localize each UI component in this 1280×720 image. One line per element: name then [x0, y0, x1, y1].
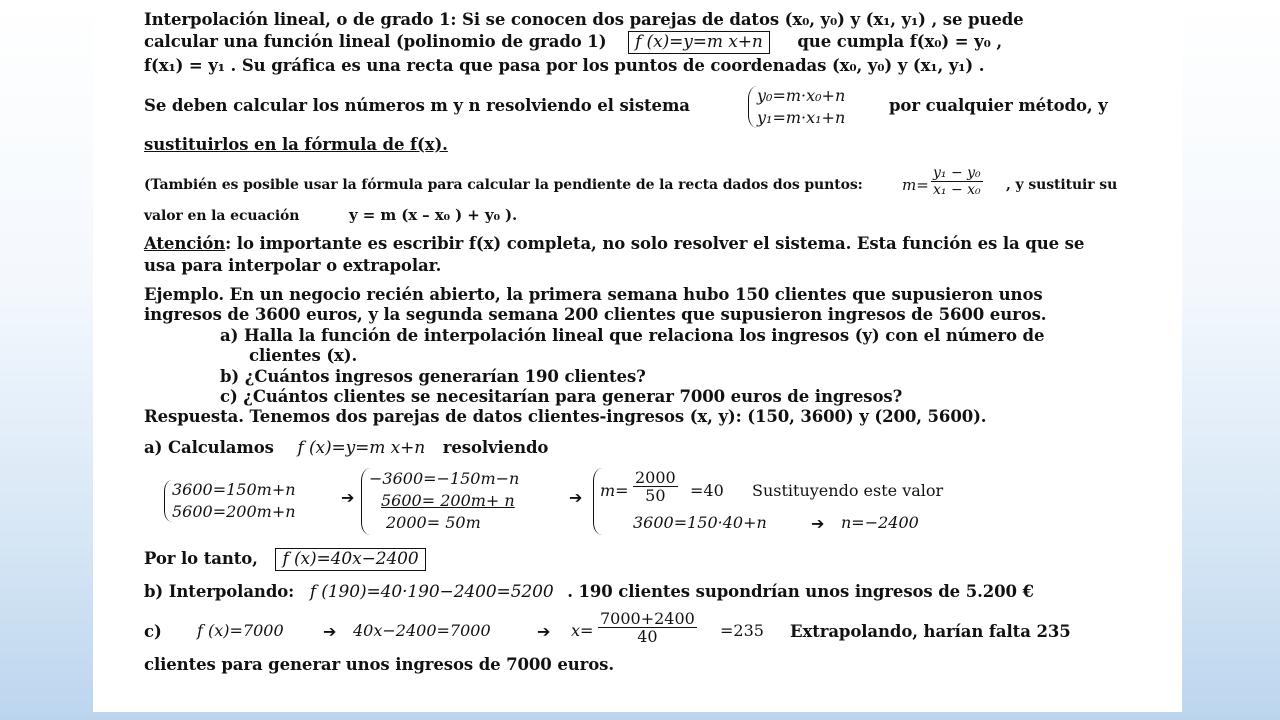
attention-text: : lo importante es escribir f(x) completa, no solo resolver el sistema. Esta función es la que se: [225, 234, 1085, 253]
result-lead: Por lo tanto,: [144, 549, 258, 568]
answer-a-lead: a) Calculamos: [144, 438, 274, 457]
answer-c-fraction: [598, 611, 697, 645]
system3-brace: [593, 468, 602, 535]
intro-line-2: [144, 32, 1002, 52]
system3-numerator: 2000: [635, 468, 676, 487]
intro-text: : Si se conocen dos parejas de datos (x₀, y₀) y (x₁, y₁) , se puede: [450, 10, 1024, 29]
answer-c-eq-1: f (x)=7000: [197, 621, 284, 640]
answer-b-line: [144, 582, 1034, 602]
point-slope-equation: y = m (x – x₀ ) + y₀ ).: [349, 206, 518, 224]
slope-note-lead: (También es posible usar la fórmula para calcular la pendiente de la recta dados dos puntos:: [144, 177, 863, 193]
answer-b-lead: b) Interpolando:: [144, 582, 295, 601]
question-b: b) ¿Cuántos ingresos generarían 190 clientes?: [220, 367, 646, 386]
system-brace: [748, 86, 757, 128]
slope-note-line-2: valor en la ecuación: [144, 208, 300, 224]
attention-label: Atención: [144, 234, 226, 253]
system-eq-2: y₁=m·x₁+n: [757, 108, 846, 127]
attention-line-1: [144, 234, 1084, 254]
system-line-2: sustituirlos en la fórmula de f(x).: [144, 135, 448, 154]
answer-c-x-label: x=: [571, 621, 594, 640]
section-heading: Interpolación lineal, o de grado 1: [144, 10, 451, 29]
answer-c-denominator: 40: [637, 627, 658, 646]
attention-line-2: usa para interpolar o extrapolar.: [144, 256, 442, 275]
result-line: [144, 549, 426, 569]
answer-text: . Tenemos dos parejas de datos clientes-ingresos (x, y): (150, 3600) y (200, 5600).: [238, 407, 987, 426]
answer-line-1: [144, 407, 986, 427]
example-text: . En un negocio recién abierto, la primera semana hubo 150 clientes que supusieron unos: [218, 285, 1043, 304]
slope-fraction: [931, 165, 983, 199]
answer-c-lead: c): [144, 622, 162, 641]
system1-brace: [164, 480, 172, 522]
answer-c-eq-2: 40x−2400=7000: [353, 621, 491, 640]
slope-numerator: y₁ − y₀: [933, 165, 981, 181]
example-line-2: ingresos de 3600 euros, y la segunda semana 200 clientes que supusieron ingresos de 5600 euros.: [144, 305, 1047, 324]
system1-eq-2: 5600=200m+n: [172, 502, 296, 521]
answer-a-line: [144, 438, 548, 458]
answer-b-tail: . 190 clientes supondrían unos ingresos de 5.200 €: [567, 582, 1034, 601]
system1-eq-1: 3600=150m+n: [172, 480, 296, 499]
arrow-icon: ➔: [569, 488, 583, 507]
document-page: [93, 12, 1182, 712]
example-label: Ejemplo: [144, 285, 219, 304]
answer-label: Respuesta: [144, 407, 239, 426]
system2-eq-3: 2000= 50m: [386, 513, 481, 532]
system-lead: Se deben calcular los números m y n resolviendo el sistema: [144, 96, 690, 115]
intro-line-1: [144, 10, 1024, 30]
question-c: c) ¿Cuántos clientes se necesitarían para generar 7000 euros de ingresos?: [220, 387, 903, 406]
answer-c-numerator: 7000+2400: [600, 609, 695, 628]
system3-eq-2: 3600=150·40+n: [633, 513, 767, 532]
system-tail: por cualquier método, y: [889, 96, 1108, 115]
question-a: a) Halla la función de interpolación lineal que relaciona los ingresos (y) con el número de: [220, 326, 1045, 345]
intro-text: que cumpla f(x₀) = y₀ ,: [797, 32, 1002, 51]
arrow-icon: ➔: [811, 514, 825, 533]
system3-note: Sustituyendo este valor: [752, 481, 944, 500]
answer-c-result: =235: [720, 621, 764, 640]
slope-note-tail: , y sustituir su: [1006, 177, 1118, 193]
answer-b-formula: f (190)=40·190−2400=5200: [309, 582, 554, 602]
answer-a-tail: resolviendo: [442, 438, 549, 457]
arrow-icon: ➔: [323, 622, 337, 641]
answer-c-tail: Extrapolando, harían falta 235: [790, 622, 1071, 641]
system3-m-label: m=: [600, 481, 629, 500]
system2-eq-1: −3600=−150m−n: [369, 469, 520, 488]
system3-result: =40: [690, 481, 724, 500]
arrow-icon: ➔: [341, 488, 355, 507]
slope-denominator: x₁ − x₀: [933, 182, 981, 198]
intro-line-3: f(x₁) = y₁ . Su gráfica es una recta que pasa por los puntos de coordenadas (x₀, y₀) y (x₁, y₁) .: [144, 56, 985, 75]
result-boxed-formula: f (x)=40x−2400: [275, 548, 425, 571]
system2-eq-2: 5600= 200m+ n: [381, 491, 515, 510]
intro-text: calcular una función lineal (polinomio de grado 1): [144, 32, 607, 51]
system-eq-1: y₀=m·x₀+n: [757, 86, 846, 105]
system3-denominator: 50: [645, 486, 666, 505]
answer-c-line-2: clientes para generar unos ingresos de 7000 euros.: [144, 655, 614, 674]
system3-n-result: n=−2400: [841, 513, 919, 532]
slope-m-label: m=: [902, 176, 929, 194]
question-a-cont: clientes (x).: [249, 346, 358, 365]
answer-a-formula: f (x)=y=m x+n: [297, 438, 426, 458]
example-line-1: [144, 285, 1043, 305]
system3-fraction: [633, 470, 678, 504]
boxed-formula: f (x)=y=m x+n: [628, 31, 770, 54]
arrow-icon: ➔: [537, 622, 551, 641]
